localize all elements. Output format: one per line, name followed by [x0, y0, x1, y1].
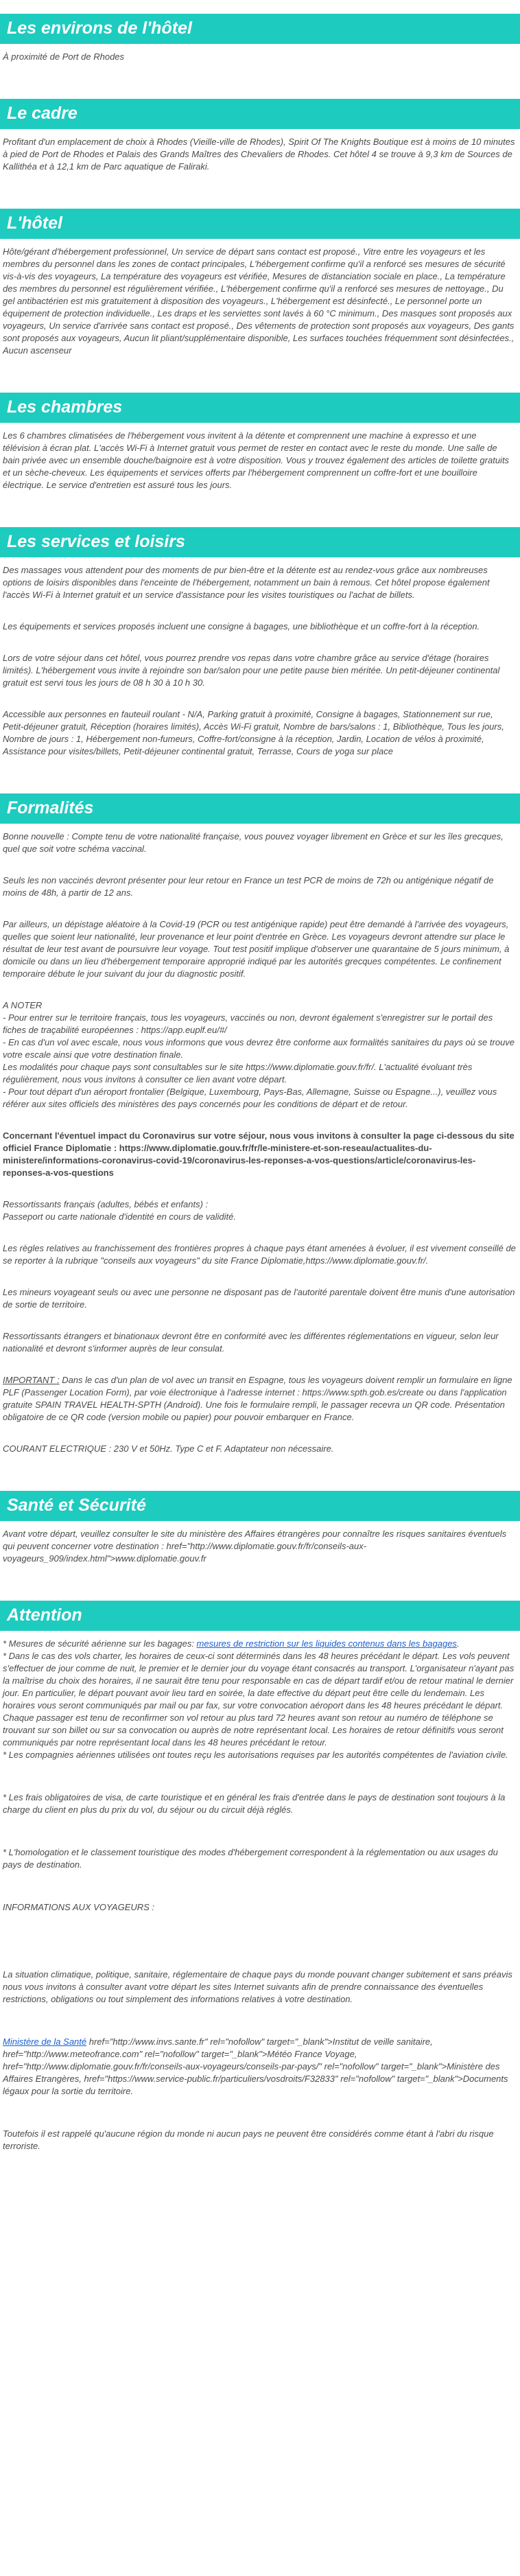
formalites-text-8: Les mineurs voyageant seuls ou avec une personne ne disposant pas de l'autorité parentale doivent être munis d'une autorisation de sortie de territoire. — [3, 1287, 515, 1310]
section-body-formalites — [0, 824, 520, 1476]
section-body-hotel — [0, 239, 520, 378]
section-title-chambres: Les chambres — [0, 393, 520, 423]
section-title-formalites: Formalités — [0, 793, 520, 824]
section-body-sante — [0, 1521, 520, 1586]
attention-charter: * Dans le cas des vols charter, les horaires de ceux-ci sont déterminés dans les 48 heures précédant le départ. Les vols peuvent s'effectuer de jour comme de nuit, le premier et le dernier jour du voyage étant consacrés au transport. L'organisateur n'ayant pas la maîtrise du choix des horaires, il ne saurait être tenu pour responsable en cas de départ tardif et/ou de retour matinal le dernier jour. En particulier, le départ pouvant avoir lieu tard en soirée, la date effective du départ peut être celle du lendemain. Les horaires vous seront communiqués par mail ou par fax, sur votre convocation aéroport dans les 48 heures précédant le départ. Chaque passager est tenu de reconfirmer son vol retour au plus tard 72 heures avant son retour au numéro de téléphone se trouvant sur son billet ou sur sa convocation ou auprès de notre représentant local. Les horaires de retour définitifs vous seront communiqués par notre représentant local dans les 48 heures précédant le retour. — [3, 1651, 515, 1748]
attention-links — [3, 2036, 516, 2098]
formalites-text-7: Les règles relatives au franchissement des frontières propres à chaque pays étant amenées à évoluer, il est vivement conseillé de se reporter à la rubrique "conseils aux voyageurs" du site France Diplomatie,https://www.diplomatie.gouv.fr/. — [3, 1243, 516, 1266]
section-body-services — [0, 557, 520, 778]
section-title-cadre: Le cadre — [0, 99, 520, 129]
sante-text: Avant votre départ, veuillez consulter le site du ministère des Affaires étrangères pour connaître les risques sanitaires éventuels qui peuvent concerner votre destination : href="http://www.diplomatie.gouv.fr/fr/conseils-aux-voyageurs_909/index.html">www.diplomatie.gouv.fr — [3, 1529, 507, 1564]
section-body-chambres — [0, 423, 520, 512]
section-title-hotel: L'hôtel — [0, 209, 520, 239]
attention-baggage-text: * Mesures de sécurité aérienne sur les bagages: — [3, 1638, 197, 1649]
section-body-environs — [0, 44, 520, 84]
formalites-note-block — [3, 999, 516, 1111]
formalites-text-9: Ressortissants étrangers et binationaux devront être en conformité avec les différentes réglementations en vigueur, selon leur nationalité et devront s'informer auprès de leur consulat. — [3, 1331, 499, 1354]
attention-terrorism: Toutefois il est rappelé qu'aucune région du monde ni aucun pays ne peuvent être considérés comme étant à l'abri du risque terroriste. — [3, 2128, 494, 2151]
formalites-id-block — [3, 1198, 516, 1223]
section-environs — [0, 14, 520, 84]
section-body-cadre — [0, 129, 520, 194]
section-services — [0, 527, 520, 778]
formalites-electric: COURANT ELECTRIQUE : 230 V et 50Hz. Type C et F. Adaptateur non nécessaire. — [3, 1443, 334, 1454]
services-text-3: Lors de votre séjour dans cet hôtel, vous pourrez prendre vos repas dans votre chambre grâce au service d'étage (horaires limités). L'hébergement vous invite à rejoindre son bar/salon pour une petite pause bien méritée. Un petit-déjeuner continental gratuit est servi tous les jours de 08 h 30 à 10 h 30. — [3, 653, 500, 688]
services-text-2: Les équipements et services proposés incluent une consigne à bagages, une bibliothèque et un coffre-fort à la réception. — [3, 621, 480, 631]
formalites-text-1: Bonne nouvelle : Compte tenu de votre nationalité française, vous pouvez voyager librement en Grèce et sur les îles grecques, quel que soit votre schéma vaccinal. — [3, 831, 504, 854]
formalites-id-text: Passeport ou carte nationale d'identité en cours de validité. — [3, 1211, 236, 1222]
section-cadre — [0, 99, 520, 194]
liquids-restriction-link[interactable]: mesures de restriction sur les liquides contenus dans les bagages — [196, 1638, 457, 1649]
section-formalites — [0, 793, 520, 1476]
environs-text: À proximité de Port de Rhodes — [3, 51, 125, 62]
section-body-attention — [0, 1631, 520, 2173]
services-text-4: Accessible aux personnes en fauteuil roulant - N/A, Parking gratuit à proximité, Consigne à bagages, Stationnement sur rue, Petit-déjeuner gratuit, Réception (horaires limités), Accès Wi-Fi gratuit, Nombre de bars/salons : 1, Bibliothèque, Tous les jours, Nombre de jours : 1, Hébergement non-fumeurs, Coffre-fort/consigne à la réception, Jardin, Location de vélos à proximité, Assistance pour visites/billets, Petit-déjeuner continental gratuit, Terrasse, Cours de yoga sur place — [3, 709, 504, 756]
section-sante — [0, 1491, 520, 1586]
formalites-note-3: Les modalités pour chaque pays sont consultables sur le site https://www.diplomatie.gouv.fr/fr/. L'actualité évoluant très régulièrement, nous vous invitons à consulter ce lien avant votre départ. — [3, 1062, 473, 1084]
attention-links-text: href="http://www.invs.sante.fr" rel="nofollow" target="_blank">Institut de veille sanitaire, href="http://www.meteofrance.com" rel="nofollow" target="_blank">Météo France Voyage, href="http://www.diplomatie.gouv.fr/fr/conseils-aux-voyageurs/conseils-par-pays/" rel="nofollow" target="_blank">Ministère des Affaires Etrangères, href="https://www.service-public.fr/particuliers/vosdroits/F32833" rel="nofollow" target="_blank">Documents légaux pour la sortie du territoire. — [3, 2037, 508, 2096]
cadre-text: Profitant d'un emplacement de choix à Rhodes (Vieille-ville de Rhodes), Spirit Of The Knights Boutique est à moins de 10 minutes à pied de Port de Rhodes et Palais des Grands Maîtres des Chevaliers de Rhodes. Cet hôtel 4 se trouve à 9,3 km de Sources de Kallithéa et à 12,1 km de Parc aquatique de Faliraki. — [3, 137, 515, 172]
section-hotel — [0, 209, 520, 378]
formalites-note-heading: A NOTER — [3, 1000, 43, 1010]
formalites-text-3: Par ailleurs, un dépistage aléatoire à la Covid-19 (PCR ou test antigénique rapide) peut être demandé à l'arrivée des voyageurs, quelles que soient leur nationalité, leur provenance et leur point d'entrée en Grèce. Les voyageurs devront attendre sur place le résultat de leur test avant de poursuivre leur voyage. Tout test positif implique d'observer une quarantaine de 5 jours minimum, à domicile ou dans un lieu d'hébergement temporaire approprié indiqué par les autorités grecques compétentes. Le confinement temporaire débute le jour suivant du jour du diagnostic positif. — [3, 919, 510, 979]
section-title-attention: Attention — [0, 1601, 520, 1631]
attention-info-heading: INFORMATIONS AUX VOYAGEURS : — [3, 1902, 155, 1912]
attention-fees: * Les frais obligatoires de visa, de carte touristique et en général les frais d'entrée dans le pays de destination sont toujours à la charge du client en plus du prix du vol, du séjour ou du circuit déjà réglés. — [3, 1792, 506, 1815]
formalites-important-label: IMPORTANT : — [3, 1375, 60, 1385]
section-title-sante: Santé et Sécurité — [0, 1491, 520, 1521]
attention-baggage-end: . — [456, 1638, 460, 1649]
attention-airlines: * Les compagnies aériennes utilisées ont toutes reçu les autorisations requises par les autorités compétentes de l'aviation civile. — [3, 1750, 508, 1760]
attention-baggage — [3, 1638, 516, 1650]
formalites-important — [3, 1374, 516, 1424]
formalites-note-1: - Pour entrer sur le territoire français, tous les voyageurs, vaccinés ou non, devront également s'enregistrer sur le portail des fiches de traçabilité européennes : https://app.euplf.eu/#/ — [3, 1012, 493, 1035]
attention-classification: * L'homologation et le classement touristique des modes d'hébergement correspondent à la réglementation ou aux usages du pays de destination. — [3, 1847, 498, 1870]
formalites-coronavirus-text: Concernant l'éventuel impact du Coronavirus sur votre séjour, nous vous invitons à consulter la page ci-dessous du site officiel France Diplomatie : https://www.diplomatie.gouv.fr/fr/le-ministere-et-son-reseau/actualites-du-ministere/informations-coronavirus-covid-19/coronavirus-les-reponses-a-vos-questions/article/coronavirus-les-reponses-a-vos-questions — [3, 1130, 515, 1178]
formalites-important-text: Dans le cas d'un plan de vol avec un transit en Espagne, tous les voyageurs doivent remplir un formulaire en ligne PLF (Passenger Location Form), par voie électronique à l'adresse internet : https://www.spth.gob.es/create ou dans l'application gratuite SPAIN TRAVEL HEALTH-SPTH (Android). Une fois le formulaire rempli, le passager recevra un QR code. Présentation obligatoire de ce QR code (version mobile ou papier) pour pouvoir embarquer en France. — [3, 1375, 512, 1422]
formalites-text-2: Seuls les non vaccinés devront présenter pour leur retour en France un test PCR de moins de 72h ou antigénique négatif de moins de 48h, à partir de 12 ans. — [3, 875, 494, 898]
formalites-note-2: - En cas d'un vol avec escale, nous vous informons que vous devrez être conforme aux formalités sanitaires du pays où se trouve votre escale ainsi que votre destination finale. — [3, 1037, 515, 1060]
section-attention — [0, 1601, 520, 2173]
section-title-environs: Les environs de l'hôtel — [0, 14, 520, 44]
attention-info-text: La situation climatique, politique, sanitaire, réglementaire de chaque pays du monde pouvant changer subitement et sans préavis nous vous invitons à consulter avant votre départ les sites Internet suivants afin de prendre connaissance des éventuelles restrictions, obligations ou tout simplement des informations relatives à votre destination. — [3, 1969, 512, 2004]
chambres-text: Les 6 chambres climatisées de l'hébergement vous invitent à la détente et comprennent une machine à expresso et une télévision à écran plat. L'accès Wi-Fi à Internet gratuit vous permet de rester en contact avec le reste du monde. Une salle de bain privée avec un ensemble douche/baignoire est à votre disposition. Vous y trouvez également des articles de toilette gratuits et un sèche-cheveux. Les équipements et services offerts par l'hébergement comprennent un coffre-fort et une bouilloire électrique. Le service d'entretien est assuré tous les jours. — [3, 430, 510, 490]
section-chambres — [0, 393, 520, 512]
hotel-text: Hôte/gérant d'hébergement professionnel, Un service de départ sans contact est proposé., Vitre entre les voyageurs et les membres du personnel dans les zones de contact principales, L'hébergement confirme qu'il a renforcé ses mesures de sécurité vis-à-vis des voyageurs, La température des voyageurs est vérifiée, Mesures de distanciation sociale en place., La température des membres du personnel est régulièrement vérifiée., L'hébergement confirme qu'il a renforcé ses mesures de nettoyage., Du gel antibactérien est mis gratuitement à disposition des voyageurs., L'hébergement est désinfecté., Le personnel porte un équipement de protection individuelle., Les draps et les serviettes sont lavés à 60 °C minimum., Des masques sont proposés aux voyageurs, Un service d'arrivée sans contact est proposé., Des vêtements de protection sont proposés aux voyageurs, Des gants sont proposés aux voyageurs, Aucun lit pliant/supplémentaire disponible, Les surfaces touchées fréquemment sont désinfectées., Aucun ascenseur — [3, 246, 515, 356]
ministere-sante-link[interactable]: Ministère de la Santé — [3, 2037, 87, 2047]
formalites-note-4: - Pour tout départ d'un aéroport frontalier (Belgique, Luxembourg, Pays-Bas, Allemagne, Suisse ou Espagne...), veuillez vous référer aux sites officiels des ministères des pays concernés pour les conditions de départ et de retour. — [3, 1087, 497, 1109]
top-spacer — [0, 0, 520, 14]
services-text-1: Des massages vous attendent pour des moments de pur bien-être et la détente est au rendez-vous grâce aux nombreuses options de loisirs disponibles dans l'enceinte de l'hébergement, notamment un bain à remous. Cet hôtel propose également l'accès Wi-Fi à Internet gratuit et un service d'assistance pour les visites touristiques ou l'achat de billets. — [3, 565, 490, 600]
formalites-id-heading: Ressortissants français (adultes, bébés et enfants) : — [3, 1199, 209, 1209]
section-title-services: Les services et loisirs — [0, 527, 520, 557]
